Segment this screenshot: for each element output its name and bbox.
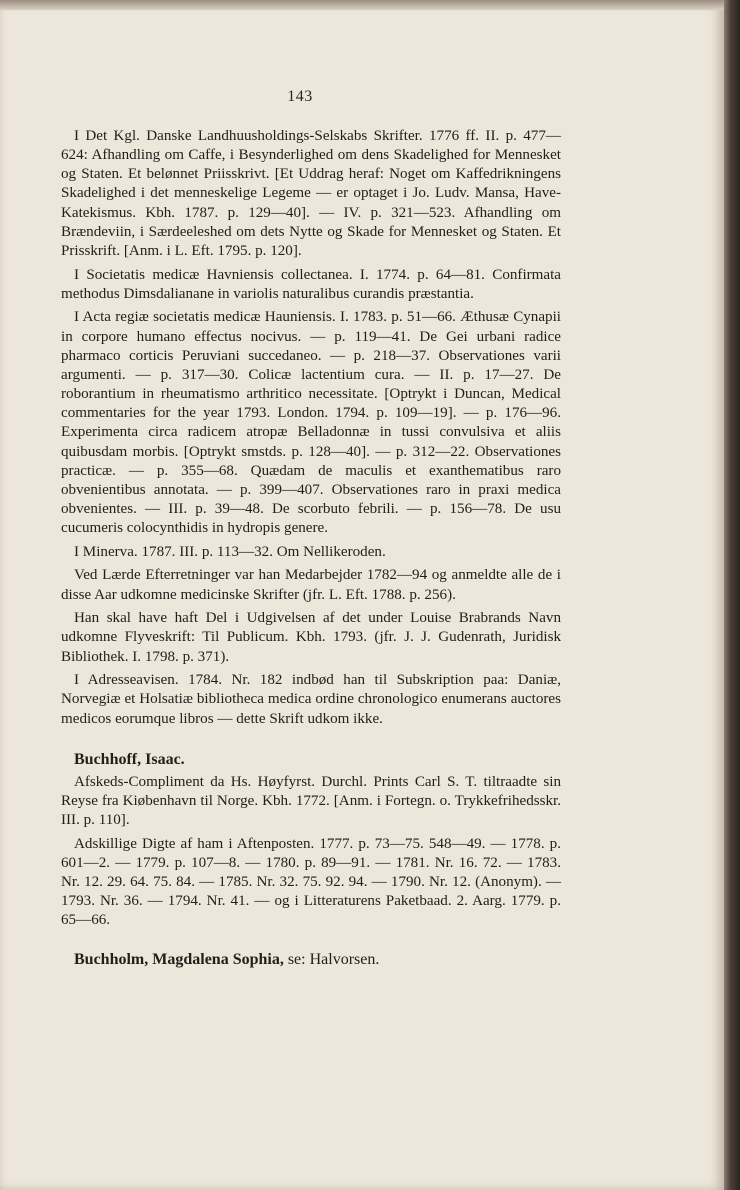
paragraph: I Minerva. 1787. III. p. 113—32. Om Nellikeroden.: [74, 543, 386, 560]
entry-heading: Buchholm, Magdalena Sophia,: [74, 950, 284, 968]
paragraph: Afskeds-Compliment da Hs. Høyfyrst. Durchl. Prints Carl S. T. tiltraadte sin Reyse fra Kiøbenhavn til Norge. Kbh. 1772. [Anm. i Fortegn. o. Trykkefrihedsskr. III. p. 110].: [61, 773, 561, 829]
paragraph: I Acta regiæ societatis medicæ Hauniensis. I. 1783. p. 51—66. Æthusæ Cynapii in corpore humano effectus nocivus. — p. 119—41. De Gei urbani radice pharmaco corticis Peruviani succedaneo. — p. 218—37. Observationes varii argumenti. — p. 317—30. Colicæ lactentium cura. — II. p. 17—27. De roborantium in rheumatismo arthritico necessitate. [Optrykt i Duncan, Medical commentaries for the year 1793. London. 1794. p. 109—19]. — p. 176—96. Experimenta circa radicem atropæ Belladonnæ in tussi convulsiva et aliis quibusdam morbis. [Optrykt smstds. p. 128—40]. — p. 312—22. Observationes practicæ. — p. 355—68. Quædam de maculis et exanthematibus raro obvenientibus annotata. — p. 399—407. Observationes raro in praxi medica obvenientes. — III. p. 39—48. De scorbuto febrili. — p. 156—78. De usu cucumeris colocynthidis in hydropis genere.: [61, 309, 561, 537]
page-number: 143: [287, 88, 313, 105]
entry-heading: Buchhoff, Isaac.: [74, 750, 185, 768]
paragraph: Adskillige Digte af ham i Aftenposten. 1777. p. 73—75. 548—49. — 1778. p. 601—2. — 1779. p. 107—8. — 1780. p. 89—91. — 1781. Nr. 16. 72. — 1783. Nr. 12. 29. 64. 75. 84. — 1785. Nr. 32. 75. 92. 94. — 1790. Nr. 12. (Anonym). — 1793. Nr. 36. — 1794. Nr. 41. — og i Litteraturens Paketbaad. 2. Aarg. 1779. p. 65—66.: [61, 835, 561, 929]
paragraph: Ved Lærde Efterretninger var han Medarbejder 1782—94 og anmeldte alle de i disse Aar udkomne medicinske Skrifter (jfr. L. Eft. 1788. p. 256).: [61, 567, 561, 603]
paragraph: I Adresseavisen. 1784. Nr. 182 indbød han til Subskription paa: Daniæ, Norvegiæ et Holsatiæ bibliotheca medica ordine chronologico enumerans auctores medicos eorumque libros — dette Skrift udkom ikke.: [61, 672, 561, 727]
page-top-shadow: [0, 0, 724, 10]
cross-reference-entry: [61, 950, 561, 969]
cross-reference-text: se: Halvorsen.: [283, 950, 380, 968]
paragraph: I Societatis medicæ Havniensis collectanea. I. 1774. p. 64—81. Confirmata methodus Dimsdalianane in variolis naturalibus curandis præstantia.: [61, 266, 561, 302]
paragraph: Han skal have haft Del i Udgivelsen af det under Louise Brabrands Navn udkomne Flyveskrift: Til Publicum. Kbh. 1793. (jfr. J. J. Gudenrath, Juridisk Bibliothek. I. 1798. p. 371).: [61, 610, 561, 665]
page-body: [61, 127, 561, 969]
book-spine-edge: [724, 0, 740, 1190]
paragraph: I Det Kgl. Danske Landhuusholdings-Selskabs Skrifter. 1776 ff. II. p. 477—624: Afhandling om Caffe, i Besynderlighed om dens Skadelighed for Mennesket og Staten. Et belønnet Priisskrivt. [Et Uddrag heraf: Noget om Kaffedrikningens Skadelighed i det menneskelige Legeme — er optaget i Jo. Ludv. Mansa, Have-Katekismus. Kbh. 1787. p. 129—40]. — IV. p. 321—523. Afhandling om Brændeviin, i Særdeeleshed om dets Nytte og Skade for Mennesket og Staten. Et Prisskrift. [Anm. i L. Eft. 1795. p. 120].: [61, 128, 561, 259]
